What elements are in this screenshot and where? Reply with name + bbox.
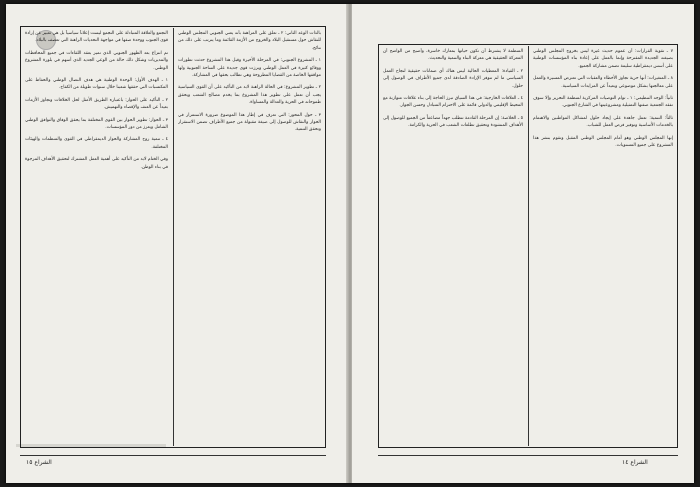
footer-rule bbox=[378, 455, 678, 456]
paragraph: ٢ ـ القيادة: المعطيات الحالية ليس هناك أي ضمانات حقيقية لنجاح العمل السياسي ما لم تتوفر الإرادة الصادقة لدى جميع الأطراف في الوصول إلى حلول. bbox=[383, 68, 523, 89]
paragraph: ٥ ـ الخلاصة: إن المرحلة القادمة تتطلب جهداً مضاعفاً من الجميع للوصول إلى الأهداف المنشودة وتحقيق تطلعات الشعب في الحرية والكرامة. bbox=[383, 115, 523, 129]
right-page bbox=[352, 4, 694, 483]
paragraph: تم انتزاع بعد الظهور الجنوبي الذي تميز بعقد اللقاءات في جميع المحافظات والمديريات وشكل ذلك حالة من الوعي الجديد الذي أسهم في بلورة المشروع الوطني. bbox=[25, 50, 168, 71]
paragraph: ١ ـ الهدف الأول: الوحدة الوطنية هي هدف النضال الوطني والحفاظ على المكتسبات التي حققها شعبنا خلال سنوات طويلة من الكفاح. bbox=[25, 78, 168, 91]
column-divider bbox=[173, 28, 174, 446]
paragraph: ٣ ـ الحوار: تطوير الحوار بين القوى المختلفة بما يحقق الوفاق والتوافق الوطني الشامل ويعزز من دور المؤسسات. bbox=[25, 117, 168, 131]
paragraph: التجمع والعلاقة المتبادلة على التجمع ليست إعلاناً سياسياً بل هي تعبير عن إرادة قوى الجنوب ووحدة صفها في مواجهة التحديات الراهنة التي تعصف بالبلاد. bbox=[25, 31, 168, 44]
paragraph: إنها المجلس الوطني وهو أمام المجلس الوطني المقبل وتقوم بنشر هذا المشروع على جميع المستويات. bbox=[533, 135, 673, 149]
page-number: الشراع ١٤ bbox=[622, 459, 648, 466]
page-number: الشراع ١٥ bbox=[26, 459, 52, 466]
right-page-column-left bbox=[383, 48, 523, 444]
paragraph: بالذات الوعد الثاني: ٢ ـ تعلق على المراهنة بأنه يعني الجنوبي المجلس الوطني للنقاش حول مستقبل البلاد والخروج من الأزمة القائمة وما يترتب على ذلك من نتائج. bbox=[178, 31, 321, 51]
paragraph: ٣ ـ حول المحور: التي تعرف في إطار هذا الموضوع ضرورة الاستمرار في الحوار والنقاش للوصول إلى صيغة مقبولة من جميع الأطراف تضمن الاستقرار وتحقق التنمية. bbox=[178, 112, 321, 133]
paragraph: ٧ ـ تقوية القرارات: أن عموم حديث غيرة ليس بخروج المجلس الوطني بصيغته الجديدة المقترحة وإنما بالعمل على إعادة بناء المؤسسات الوطنية على أسس ديمقراطية سليمة تضمن مشاركة الجميع. bbox=[533, 49, 673, 69]
paragraph: وفي الختام لابد من التأكيد على أهمية العمل المشترك لتحقيق الأهداف المرجوة في بناء الوطن. bbox=[25, 157, 168, 170]
paragraph: ١ ـ المشروع الجنوبي: في المرحلة الأخيرة وقبل هذا المشروع حدثت تطورات ووقائع كثيرة في العمل الوطني وبرزت قوى جديدة على الساحة الجنوبية ولها مواقفها الخاصة من القضايا المطروحة وهي تطالب بحقها في المشاركة. bbox=[178, 58, 321, 79]
right-page-column-right bbox=[533, 48, 673, 444]
paragraph: ثالثاً: التنمية: تعمل جاهدة على إيجاد حلول لمشاكل المواطنين والاهتمام بالخدمات الأساسية وتوفير فرص العمل للشباب. bbox=[533, 115, 673, 129]
column-divider bbox=[528, 46, 529, 446]
paragraph: المنظمة لا يشترط أن تكون حياتها بمعارك خاسرة، وأصبح من الواضح أن المعركة الحقيقية هي معركة البناء والتنمية والتحديث. bbox=[383, 49, 523, 62]
paragraph: ٨ ـ المتغيرات: أنها حرية تجاوز الأخطاء والعقبات التي تعترض المسيرة والعمل على معالجتها بشكل موضوعي وبعيداً عن المزايدات السياسية. bbox=[533, 76, 673, 89]
left-page bbox=[6, 4, 348, 483]
left-page-column-right bbox=[178, 30, 321, 444]
footer-rule bbox=[20, 455, 326, 456]
paragraph: ٢ ـ التأكيد على الحوار: باعتباره الطريق الأمثل لحل الخلافات وتجاوز الأزمات بعيداً عن العنف والإقصاء والتهميش. bbox=[25, 97, 168, 111]
left-page-column-left bbox=[25, 30, 168, 444]
paragraph: ثانياً: الوجه التنظيمي: ١ ـ توام التوصيات المركزية لمنظمة التحرير وإلا سوف تفقد الجمعية صفتها التمثيلية ومشروعيتها في الشارع الجنوبي. bbox=[533, 96, 673, 109]
magazine-spread bbox=[6, 4, 694, 483]
paragraph: ٢ ـ تطوير المشروع: في الحالة الراهنة لابد من التأكيد على أن القوى السياسية يجب أن تعمل على تطوير هذا المشروع بما يخدم مصالح الشعب ويحقق طموحاته في الحرية والعدالة والمساواة. bbox=[178, 85, 321, 106]
paragraph: ٤ ـ العلاقات الخارجية: في هذا السياق تبرز الحاجة إلى بناء علاقات متوازنة مع المحيط الإقليمي والدولي قائمة على الاحترام المتبادل وحسن الجوار. bbox=[383, 96, 523, 109]
paragraph: ٤ ـ تنمية روح المشاركة والحوار الديمقراطي في القوى والمنظمات والهيئات المختلفة. bbox=[25, 137, 168, 150]
